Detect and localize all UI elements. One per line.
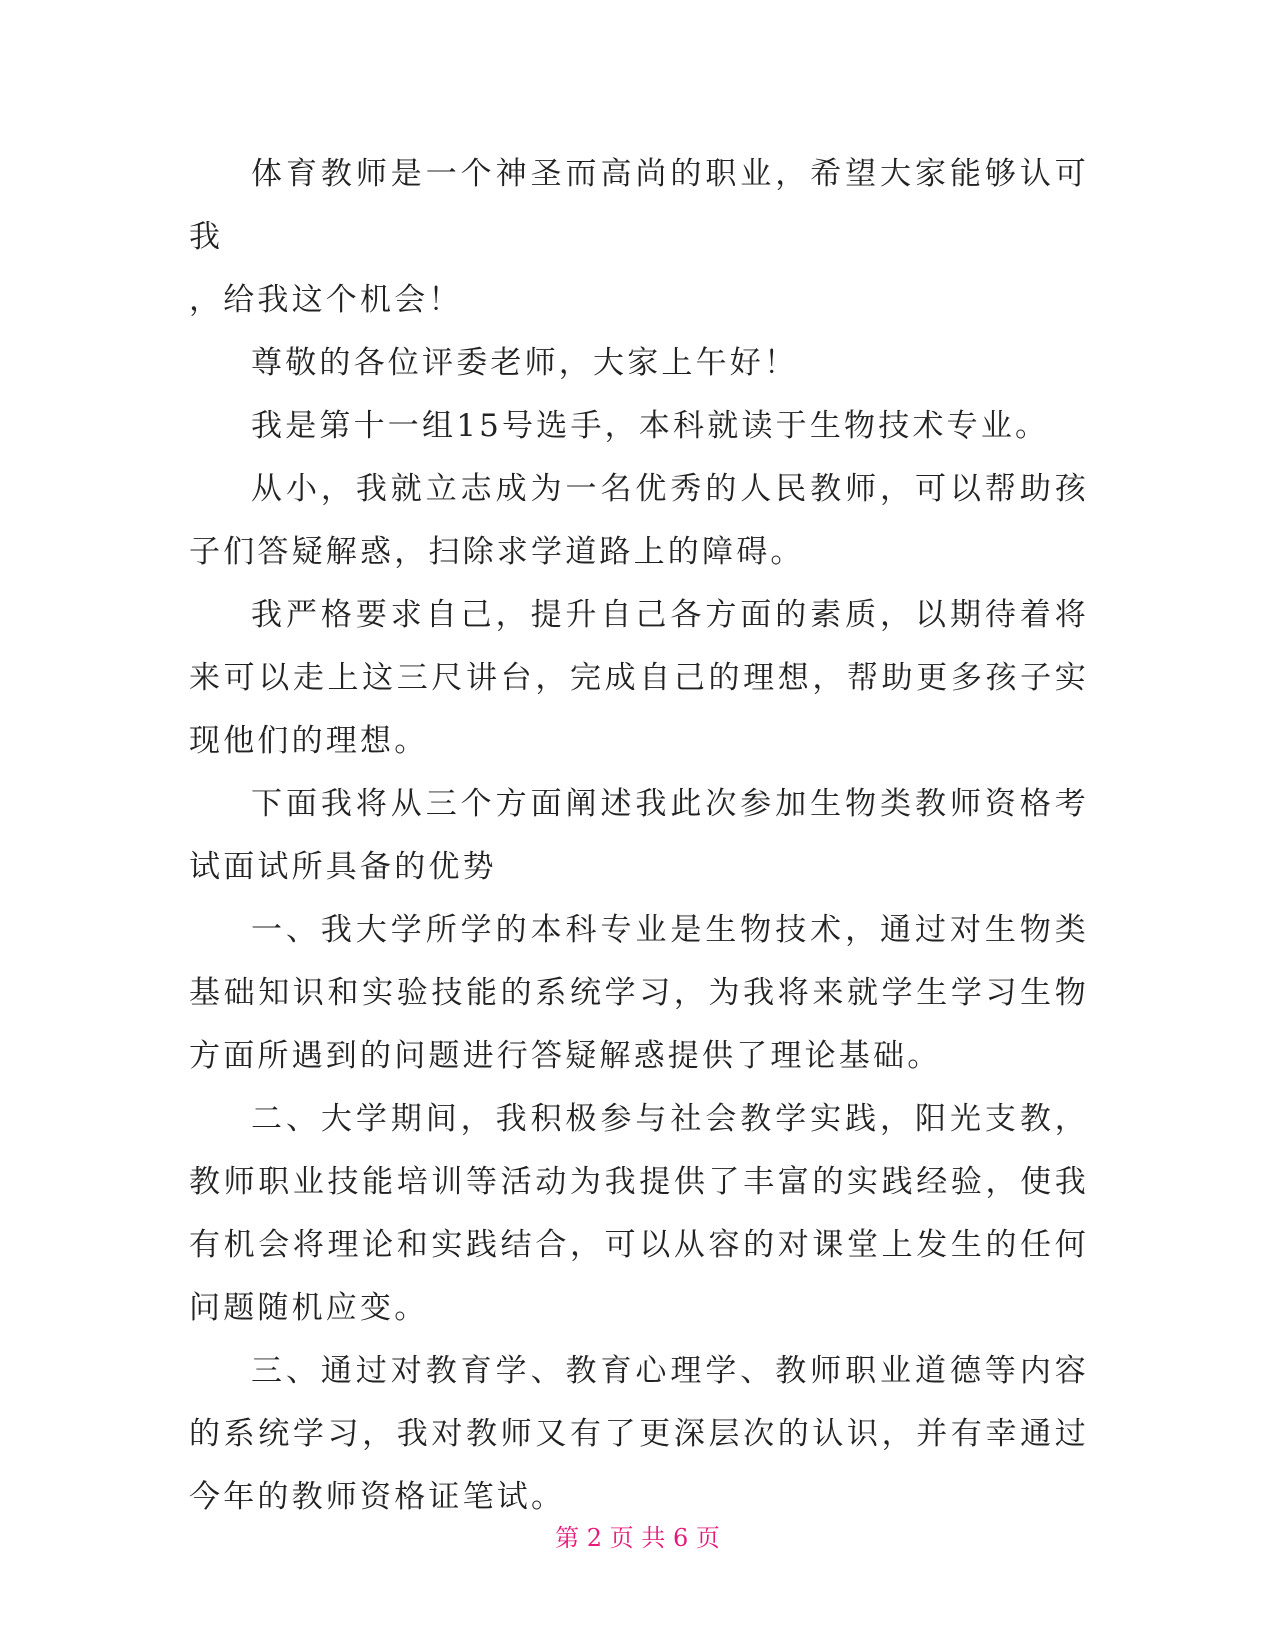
paragraph: 我严格要求自己，提升自己各方面的素质，以期待着将来可以走上这三尺讲台，完成自己的理想，帮助更多孩子实现他们的理想。: [189, 597, 1089, 759]
paragraph-introduction: 我是第十一组15号选手，本科就读于生物技术专业。: [251, 408, 1050, 444]
paragraph-point-two: 二、大学期间，我积极参与社会教学实践，阳光支教，教师职业技能培训等活动为我提供了丰富的实践经验，使我有机会将理论和实践结合，可以从容的对课堂上发生的任何问题随机应变。: [189, 1101, 1089, 1326]
paragraph-continuation: ，给我这个机会！: [189, 282, 463, 318]
document-body: [189, 143, 1089, 1529]
paragraph-point-one: 一、我大学所学的本科专业是生物技术，通过对生物类基础知识和实验技能的系统学习，为我将来就学生学习生物方面所遇到的问题进行答疑解惑提供了理论基础。: [189, 912, 1089, 1074]
paragraph: 体育教师是一个神圣而高尚的职业，希望大家能够认可我: [189, 156, 1089, 255]
page-number-label: 第 2 页 共 6 页: [555, 1524, 720, 1552]
page-footer: [0, 1522, 1275, 1554]
paragraph: 下面我将从三个方面阐述我此次参加生物类教师资格考试面试所具备的优势: [189, 786, 1089, 885]
paragraph-greeting: 尊敬的各位评委老师，大家上午好！: [251, 345, 799, 381]
paragraph: 从小，我就立志成为一名优秀的人民教师，可以帮助孩子们答疑解惑，扫除求学道路上的障碍。: [189, 471, 1089, 570]
paragraph-point-three: 三、通过对教育学、教育心理学、教师职业道德等内容的系统学习，我对教师又有了更深层次的认识，并有幸通过今年的教师资格证笔试。: [189, 1353, 1089, 1515]
